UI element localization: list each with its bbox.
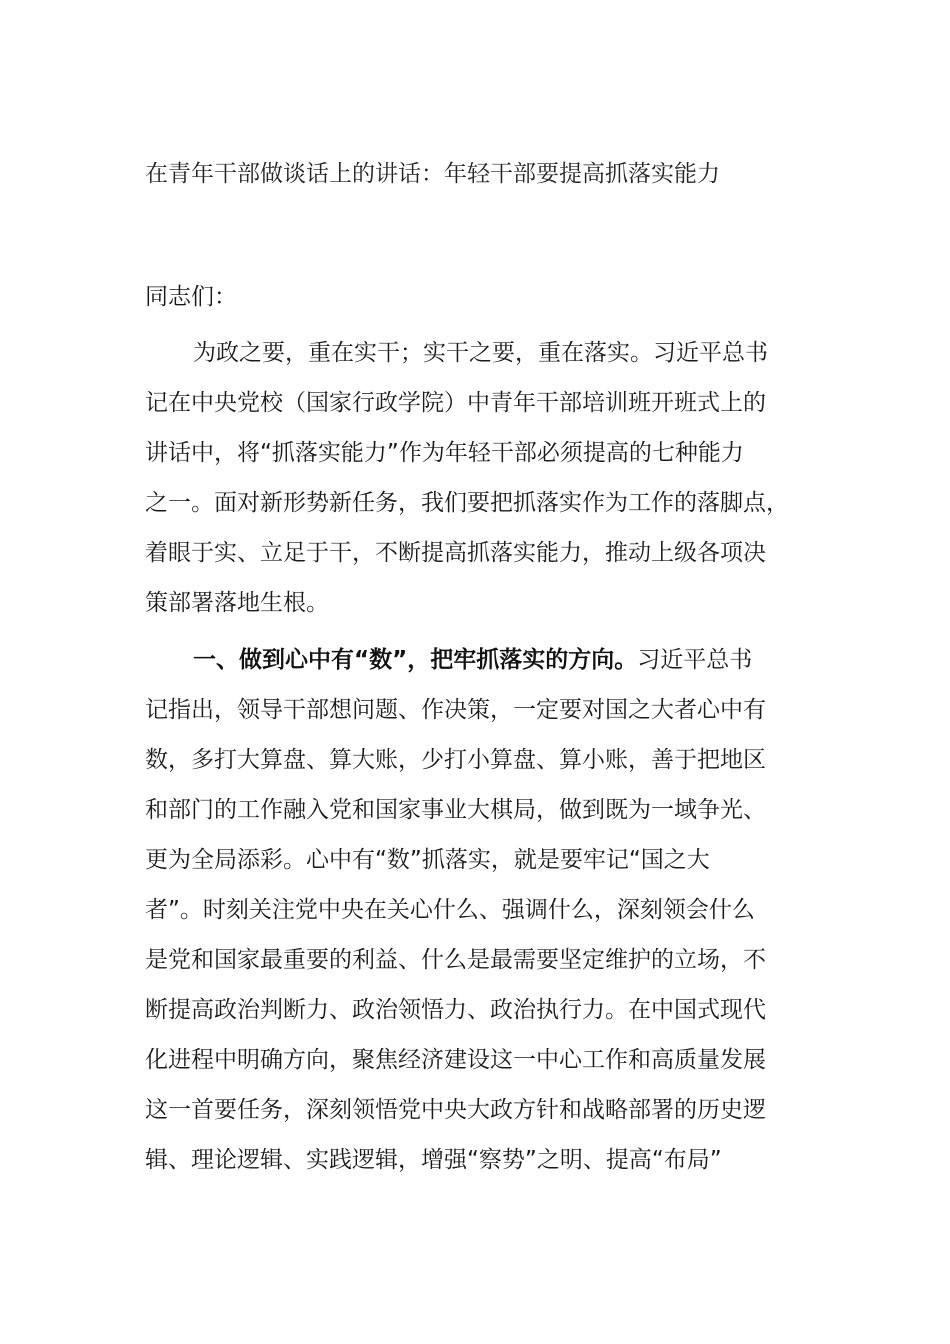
heading-line-rest: 习近平总书 bbox=[637, 647, 753, 673]
salutation: 同志们： bbox=[145, 284, 237, 310]
paragraph-line: 者”。时刻关注党中央在关心什么、强调什么，深刻领会什么 bbox=[145, 897, 755, 923]
paragraph-line: 讲话中，将“抓落实能力”作为年轻干部必须提高的七种能力 bbox=[145, 440, 744, 466]
paragraph-line: 之一。面对新形势新任务，我们要把抓落实作为工作的落脚点， bbox=[145, 490, 789, 516]
paragraph-section-one bbox=[145, 645, 825, 1195]
paragraph-line bbox=[145, 645, 825, 695]
paragraph-intro bbox=[145, 338, 825, 638]
paragraph-line: 辑、理论逻辑、实践逻辑，增强“察势”之明、提高“布局” bbox=[145, 1147, 722, 1173]
paragraph-line: 数，多打大算盘、算大账，少打小算盘、算小账，善于把地区 bbox=[145, 747, 766, 773]
paragraph-line: 化进程中明确方向，聚焦经济建设这一中心工作和高质量发展 bbox=[145, 1047, 766, 1073]
paragraph-line: 和部门的工作融入党和国家事业大棋局，做到既为一域争光、 bbox=[145, 797, 766, 823]
paragraph-line: 着眼于实、立足于干，不断提高抓落实能力，推动上级各项决 bbox=[145, 540, 766, 566]
paragraph-line: 这一首要任务，深刻领悟党中央大政方针和战略部署的历史逻 bbox=[145, 1097, 766, 1123]
paragraph-line: 记在中央党校（国家行政学院）中青年干部培训班开班式上的 bbox=[145, 390, 766, 416]
section-heading: 一、做到心中有“数”，把牢抓落实的方向。 bbox=[193, 647, 638, 673]
document-title: 在青年干部做谈话上的讲话：年轻干部要提高抓落实能力 bbox=[145, 161, 720, 187]
paragraph-line: 为政之要，重在实干；实干之要，重在落实。习近平总书 bbox=[193, 340, 768, 366]
paragraph-line: 断提高政治判断力、政治领悟力、政治执行力。在中国式现代 bbox=[145, 997, 766, 1023]
paragraph-line: 是党和国家最重要的利益、什么是最需要坚定维护的立场，不 bbox=[145, 947, 766, 973]
paragraph-line: 更为全局添彩。心中有“数”抓落实，就是要牢记“国之大 bbox=[145, 847, 710, 873]
paragraph-line: 记指出，领导干部想问题、作决策，一定要对国之大者心中有 bbox=[145, 697, 766, 723]
paragraph-line: 策部署落地生根。 bbox=[145, 590, 329, 616]
